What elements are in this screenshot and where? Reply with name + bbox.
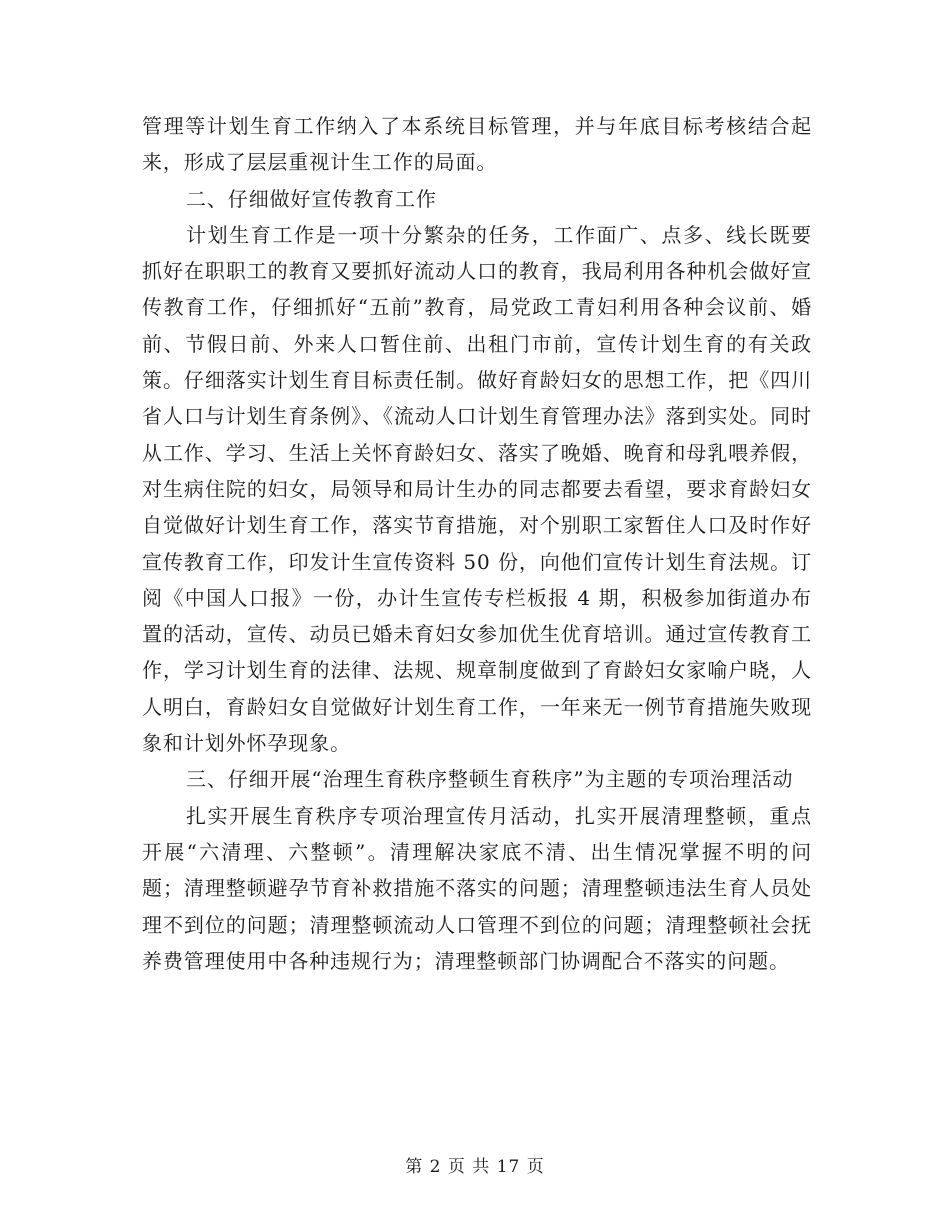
paragraph-continuation: 管理等计划生育工作纳入了本系统目标管理，并与年底目标考核结合起来，形成了层层重视计生工作的局面。 (142, 114, 812, 175)
page-number-label: 第 2 页 共 17 页 (405, 1157, 545, 1177)
section-heading-special-governance: 三、仔细开展“治理生育秩序整顿生育秩序”为主题的专项治理活动 (186, 767, 794, 792)
document-body (142, 108, 812, 979)
paragraph-special-governance: 扎实开展生育秩序专项治理宣传月活动，扎实开展清理整顿，重点开展“六清理、六整顿”。清理解决家底不清、出生情况掌握不明的问题；清理整顿避孕节育补救措施不落实的问题；清理整顿违法生育人员处理不到位的问题；清理整顿流动人口管理不到位的问题；清理整顿社会抚养费管理使用中各种违规行为；清理整顿部门协调配合不落实的问题。 (142, 803, 812, 973)
paragraph-propaganda-education: 计划生育工作是一项十分繁杂的任务，工作面广、点多、线长既要抓好在职职工的教育又要抓好流动人口的教育，我局利用各种机会做好宣传教育工作，仔细抓好“五前”教育，局党政工青妇利用各种会议前、婚前、节假日前、外来人口暂住前、出租门市前，宣传计划生育的有关政策。仔细落实计划生育目标责任制。做好育龄妇女的思想工作，把《四川省人口与计划生育条例》、《流动人口计划生育管理办法》落到实处。同时从工作、学习、生活上关怀育龄妇女、落实了晚婚、晚育和母乳喂养假，对生病住院的妇女，局领导和局计生办的同志都要去看望，要求育龄妇女自觉做好计划生育工作，落实节育措施，对个别职工家暂住人口及时作好宣传教育工作，印发计生宣传资料 50 份，向他们宣传计划生育法规。订阅《中国人口报》一份，办计生宣传专栏板报 4 期，积极参加街道办布置的活动，宣传、动员已婚未育妇女参加优生优育培训。通过宣传教育工作，学习计划生育的法律、法规、规章制度做到了育龄妇女家喻户晓，人人明白，育龄妇女自觉做好计划生育工作，一年来无一例节育措施失败现象和计划外怀孕现象。 (142, 222, 812, 756)
section-heading-propaganda: 二、仔细做好宣传教育工作 (186, 186, 437, 211)
page-footer (0, 1152, 950, 1177)
